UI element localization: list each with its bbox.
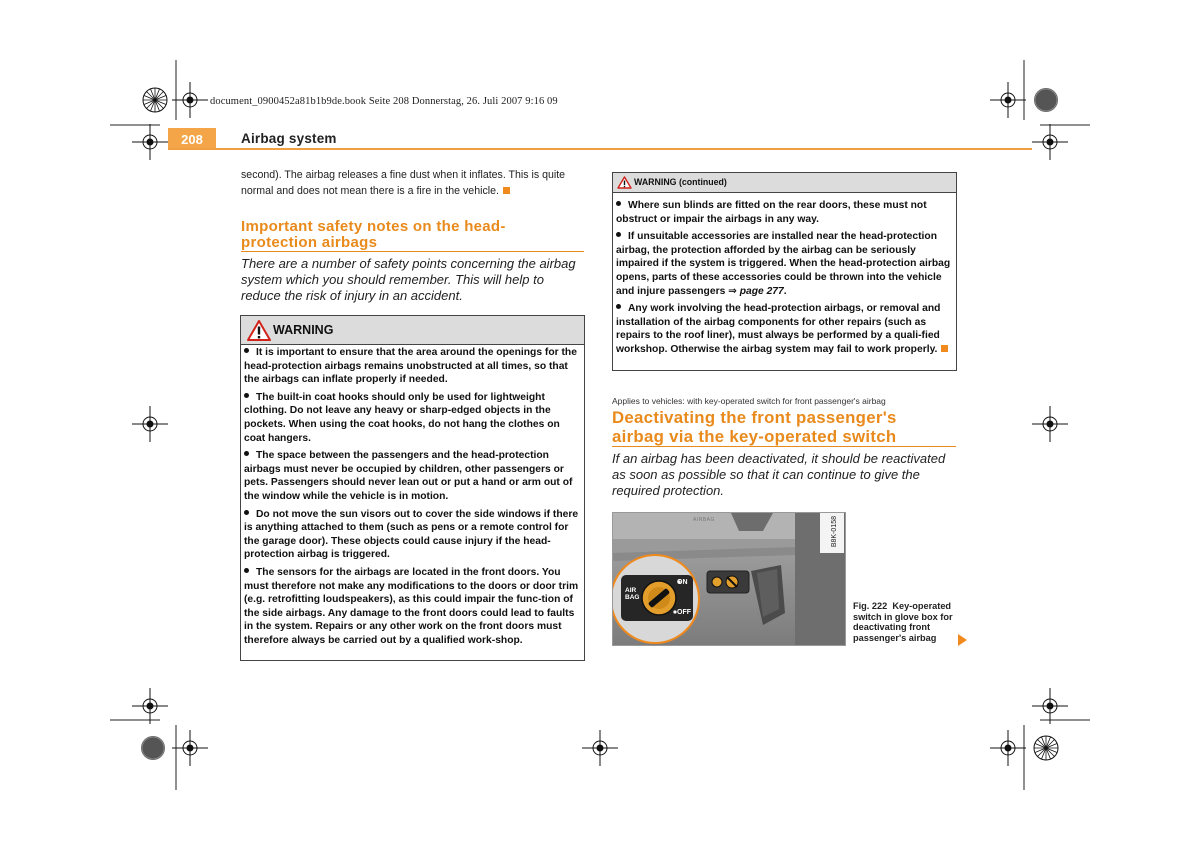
warning-continued-box [612,172,957,371]
warning-continued-list [616,199,952,361]
running-header-title: Airbag system [241,131,337,146]
warning-continued-header [613,173,956,193]
figure-illustration [613,513,845,645]
figure-caption [853,601,963,643]
warning-item: The space between the passengers and the head-protection airbags must never be occupied by children, other passengers or pets. Passengers should never lean out or put a hand or arm out of the window while the vehicle is in motion. [244,450,573,502]
warning-item: Where sun blinds are fitted on the rear doors, these must not obstruct or impair the airbags in any way. [616,200,927,225]
warning-box [240,315,585,661]
figure-dash-brand: AIRBAG [693,517,715,523]
figure-caption-text: Key-operated switch in glove box for deactivating front passenger's airbag [853,601,953,643]
page-reference-link[interactable]: page 277 [739,285,784,297]
header-rule [168,148,1032,150]
bullet-icon [244,348,249,353]
warning-triangle-icon [247,320,271,341]
bullet-icon [244,451,249,456]
bullet-icon [616,201,621,206]
warning-item: If unsuitable accessories are installed near the head-protection airbag, the protection afforded by the airbag can be seriously impaired if the system is triggered. When the head-protection airbag opens, parts of these accessories could be thrown into the vehicle and injure passengers ⇒ page 277. [616,231,951,297]
warning-triangle-icon [617,176,632,189]
section-intro: There are a number of safety points concerning the airbag system which you should remember. This will help to reduce the risk of injury in an accident. [241,256,576,303]
warning-item: The sensors for the airbags are located in the front doors. You must therefore not make any modifications to the doors or door trim (e.g. retrofitting loudspeakers), as this could impair the func-tion of the side airbags. Any damage to the front doors could lead to faults in the system. Repairs or any other work on the front doors must therefore always be carried out by a qualified work-shop. [244,566,579,646]
page-number: 208 [168,128,216,150]
warning-continued-label: WARNING (continued) [634,177,727,187]
continued-text: second). The airbag releases a fine dust when it inflates. This is quite normal and does not mean there is a fire in the vehicle. [241,169,566,197]
section-title [612,408,962,446]
warning-header [241,316,584,345]
switch-off-label: OFF [677,609,691,616]
warning-item: Do not move the sun visors out to cover the side windows if there is anything attached to them (such as pens or a remote control for the garage door). These objects could cause injury if the head-protection airbag is triggered. [244,508,579,561]
file-info-line: document_0900452a81b1b9de.book Seite 208 Donnerstag, 26. Juli 2007 9:16 09 [210,96,558,107]
section-title [241,219,586,251]
section-title-rule [241,251,584,252]
applies-to-note: Applies to vehicles: with key-operated switch for front passenger's airbag [612,396,886,406]
bullet-icon [616,232,621,237]
section-title-line2: protection airbags [241,234,378,251]
end-of-section-icon [503,187,510,194]
warning-item: Any work involving the head-protection airbags, or removal and installation of the airbag components for other repairs (such as repairs to the roof liner), must always be performed by a quali-fied workshop. Otherwise the airbag system may fail to work properly. [616,302,952,356]
bullet-icon [244,568,249,573]
switch-airbag-label: AIR BAG [625,587,640,601]
figure-number: Fig. 222 [853,601,888,611]
cross-reference-arrow: ⇒ [728,285,737,297]
bullet-icon [616,304,621,309]
switch-on-label: ON [677,579,688,586]
section-title-rule [612,446,956,447]
bullet-icon [244,393,249,398]
warning-item: The built-in coat hooks should only be used for lightweight clothing. Do not leave any heavy or sharp-edged objects in the pockets. When using the coat hooks, do not hang the clothes on coat hangers. [244,391,560,444]
figure-glovebox-switch [612,512,846,646]
section-intro: If an airbag has been deactivated, it should be reactivated as soon as possible so that it can continue to give the required protection. [612,451,946,498]
figure-code: B8K-0158 [831,516,838,548]
warning-list [244,346,580,651]
section-title-line1: Important safety notes on the head- [241,218,506,235]
warning-item: It is important to ensure that the area around the openings for the head-protection airbags remains unobstructed at all times, so that the airbags can inflate properly if needed. [244,347,577,386]
section-title-line2: airbag via the key-operated switch [612,427,897,446]
warning-label: WARNING [273,323,334,337]
continued-paragraph [241,168,586,199]
bullet-icon [244,510,249,515]
section-title-line1: Deactivating the front passenger's [612,408,897,427]
continue-arrow-icon [958,634,967,646]
end-of-section-icon [941,345,948,352]
